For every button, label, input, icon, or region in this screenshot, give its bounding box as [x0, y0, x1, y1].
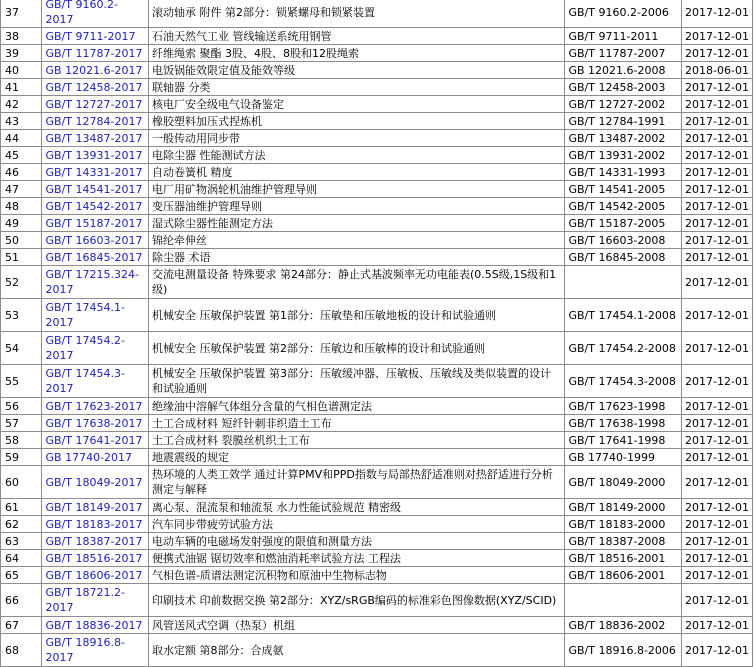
standard-code-cell — [41, 516, 148, 533]
standard-name: 除尘器 术语 — [148, 249, 565, 266]
standard-code-link[interactable]: GB/T 18916.8-2017 — [45, 636, 125, 664]
standard-code-link[interactable]: GB/T 17215.324-2017 — [45, 268, 139, 296]
standard-code-cell — [41, 215, 148, 232]
effective-date: 2017-12-01 — [682, 266, 753, 299]
standard-code-link[interactable]: GB/T 18183-2017 — [45, 517, 143, 531]
standard-code-link[interactable]: GB/T 14541-2017 — [45, 182, 143, 196]
row-number: 57 — [1, 415, 42, 432]
row-number: 47 — [1, 181, 42, 198]
standard-name: 土工合成材料 短纤针刺非织造土工布 — [148, 415, 565, 432]
row-number: 58 — [1, 432, 42, 449]
standard-code-link[interactable]: GB/T 11787-2017 — [45, 46, 143, 60]
row-number: 56 — [1, 398, 42, 415]
table-row — [1, 365, 753, 398]
replaced-standard: GB/T 18183-2000 — [565, 516, 682, 533]
table-row — [1, 232, 753, 249]
standard-name: 一般传动用同步带 — [148, 130, 565, 147]
effective-date: 2017-12-01 — [682, 0, 753, 28]
row-number: 55 — [1, 365, 42, 398]
standard-name: 绝缘油中溶解气体组分含量的气相色谱测定法 — [148, 398, 565, 415]
standard-name: 交流电测量设备 特殊要求 第24部分：静止式基波频率无功电能表(0.5S级,1S级和1级) — [148, 266, 565, 299]
replaced-standard: GB/T 14331-1993 — [565, 164, 682, 181]
replaced-standard: GB/T 18916.8-2006 — [565, 634, 682, 667]
row-number: 44 — [1, 130, 42, 147]
table-row — [1, 499, 753, 516]
standard-code-cell — [41, 147, 148, 164]
effective-date: 2017-12-01 — [682, 499, 753, 516]
standard-name: 印刷技术 印前数据交换 第2部分：XYZ/sRGB编码的标准彩色图像数据(XYZ/SCID) — [148, 584, 565, 617]
effective-date: 2017-12-01 — [682, 164, 753, 181]
standard-code-cell — [41, 164, 148, 181]
row-number: 52 — [1, 266, 42, 299]
replaced-standard: GB/T 16603-2008 — [565, 232, 682, 249]
effective-date: 2017-12-01 — [682, 96, 753, 113]
replaced-standard: GB/T 14542-2005 — [565, 198, 682, 215]
standard-code-link[interactable]: GB/T 14331-2017 — [45, 165, 143, 179]
table-row — [1, 28, 753, 45]
replaced-standard: GB/T 9160.2-2006 — [565, 0, 682, 28]
standard-code-cell — [41, 249, 148, 266]
replaced-standard: GB/T 18149-2000 — [565, 499, 682, 516]
replaced-standard: GB/T 18606-2001 — [565, 567, 682, 584]
standard-code-link[interactable]: GB/T 12727-2017 — [45, 97, 143, 111]
effective-date: 2017-12-01 — [682, 198, 753, 215]
standard-name: 机械安全 压敏保护装置 第2部分：压敏边和压敏棒的设计和试验通则 — [148, 332, 565, 365]
standard-code-link[interactable]: GB/T 16845-2017 — [45, 250, 143, 264]
replaced-standard: GB/T 13487-2002 — [565, 130, 682, 147]
table-row — [1, 466, 753, 499]
table-row — [1, 266, 753, 299]
standard-code-cell — [41, 113, 148, 130]
standard-name: 湿式除尘器性能测定方法 — [148, 215, 565, 232]
standard-code-link[interactable]: GB/T 17623-2017 — [45, 399, 143, 413]
standard-code-cell — [41, 415, 148, 432]
table-row — [1, 147, 753, 164]
replaced-standard — [565, 266, 682, 299]
standard-code-cell — [41, 299, 148, 332]
standard-name: 汽车同步带疲劳试验方法 — [148, 516, 565, 533]
row-number: 61 — [1, 499, 42, 516]
standard-code-cell — [41, 130, 148, 147]
standard-code-cell — [41, 432, 148, 449]
standard-code-link[interactable]: GB 17740-2017 — [45, 450, 133, 464]
replaced-standard: GB/T 11787-2007 — [565, 45, 682, 62]
replaced-standard: GB/T 12727-2002 — [565, 96, 682, 113]
replaced-standard: GB/T 14541-2005 — [565, 181, 682, 198]
standard-code-cell — [41, 617, 148, 634]
effective-date: 2017-12-01 — [682, 567, 753, 584]
replaced-standard: GB/T 12784-1991 — [565, 113, 682, 130]
standards-table-body — [1, 0, 753, 667]
standard-code-link[interactable]: GB/T 13487-2017 — [45, 131, 143, 145]
row-number: 66 — [1, 584, 42, 617]
replaced-standard: GB/T 18516-2001 — [565, 550, 682, 567]
row-number: 48 — [1, 198, 42, 215]
standard-name: 电动车辆的电磁场发射强度的限值和测量方法 — [148, 533, 565, 550]
replaced-standard: GB 17740-1999 — [565, 449, 682, 466]
table-row — [1, 198, 753, 215]
standard-name: 气相色谱-质谱法测定沉积物和原油中生物标志物 — [148, 567, 565, 584]
table-row — [1, 449, 753, 466]
table-row — [1, 164, 753, 181]
standard-code-cell — [41, 198, 148, 215]
standard-code-cell — [41, 0, 148, 28]
effective-date: 2017-12-01 — [682, 332, 753, 365]
table-row — [1, 113, 753, 130]
standard-code-link[interactable]: GB/T 17641-2017 — [45, 433, 143, 447]
effective-date: 2017-12-01 — [682, 584, 753, 617]
standard-code-link[interactable]: GB/T 18721.2-2017 — [45, 586, 125, 614]
standard-code-link[interactable]: GB/T 18516-2017 — [45, 551, 143, 565]
standard-code-cell — [41, 79, 148, 96]
standard-code-cell — [41, 266, 148, 299]
effective-date: 2017-12-01 — [682, 79, 753, 96]
effective-date: 2017-12-01 — [682, 432, 753, 449]
standard-code-cell — [41, 449, 148, 466]
table-row — [1, 398, 753, 415]
standard-code-link[interactable]: GB/T 17454.1-2017 — [45, 301, 125, 329]
row-number: 45 — [1, 147, 42, 164]
standard-code-link[interactable]: GB 12021.6-2017 — [45, 63, 143, 77]
standard-code-cell — [41, 181, 148, 198]
replaced-standard: GB/T 18836-2002 — [565, 617, 682, 634]
effective-date: 2017-12-01 — [682, 466, 753, 499]
table-row — [1, 415, 753, 432]
table-row — [1, 215, 753, 232]
replaced-standard: GB/T 15187-2005 — [565, 215, 682, 232]
effective-date: 2017-12-01 — [682, 181, 753, 198]
standard-code-link[interactable]: GB/T 15187-2017 — [45, 216, 143, 230]
table-row — [1, 96, 753, 113]
row-number: 67 — [1, 617, 42, 634]
effective-date: 2017-12-01 — [682, 617, 753, 634]
row-number: 68 — [1, 634, 42, 667]
effective-date: 2017-12-01 — [682, 415, 753, 432]
standard-code-link[interactable]: GB/T 18606-2017 — [45, 568, 143, 582]
standard-code-link[interactable]: GB/T 17454.3-2017 — [45, 367, 125, 395]
effective-date: 2017-12-01 — [682, 113, 753, 130]
replaced-standard: GB/T 16845-2008 — [565, 249, 682, 266]
table-row — [1, 62, 753, 79]
row-number: 50 — [1, 232, 42, 249]
standard-name: 滚动轴承 附件 第2部分：锁紧螺母和锁紧装置 — [148, 0, 565, 28]
standard-name: 机械安全 压敏保护装置 第3部分：压敏缓冲器、压敏板、压敏线及类似装置的设计和试验通则 — [148, 365, 565, 398]
row-number: 60 — [1, 466, 42, 499]
table-row — [1, 181, 753, 198]
effective-date: 2017-12-01 — [682, 215, 753, 232]
row-number: 37 — [1, 0, 42, 28]
standard-code-cell — [41, 533, 148, 550]
standard-code-cell — [41, 584, 148, 617]
table-row — [1, 45, 753, 62]
standard-name: 联轴器 分类 — [148, 79, 565, 96]
effective-date: 2017-12-01 — [682, 365, 753, 398]
standard-code-cell — [41, 634, 148, 667]
effective-date: 2017-12-01 — [682, 398, 753, 415]
row-number: 43 — [1, 113, 42, 130]
standard-name: 自动卷簧机 精度 — [148, 164, 565, 181]
replaced-standard: GB/T 13931-2002 — [565, 147, 682, 164]
table-row — [1, 0, 753, 28]
standard-code-cell — [41, 45, 148, 62]
replaced-standard: GB/T 17623-1998 — [565, 398, 682, 415]
standard-name: 电除尘器 性能测试方法 — [148, 147, 565, 164]
standard-code-link[interactable]: GB/T 12784-2017 — [45, 114, 143, 128]
effective-date: 2017-12-01 — [682, 147, 753, 164]
row-number: 46 — [1, 164, 42, 181]
standard-code-cell — [41, 499, 148, 516]
table-row — [1, 516, 753, 533]
replaced-standard: GB/T 17641-1998 — [565, 432, 682, 449]
standard-code-cell — [41, 96, 148, 113]
standard-name: 取水定额 第8部分：合成氨 — [148, 634, 565, 667]
row-number: 42 — [1, 96, 42, 113]
standard-name: 热环境的人类工效学 通过计算PMV和PPD指数与局部热舒适准则对热舒适进行分析测定与解释 — [148, 466, 565, 499]
row-number: 62 — [1, 516, 42, 533]
standard-code-cell — [41, 398, 148, 415]
standard-code-link[interactable]: GB/T 18836-2017 — [45, 618, 143, 632]
effective-date: 2017-12-01 — [682, 232, 753, 249]
table-row — [1, 299, 753, 332]
standard-name: 纤维绳索 聚酯 3股、4股、8股和12股绳索 — [148, 45, 565, 62]
table-row — [1, 79, 753, 96]
standard-name: 风管送风式空调（热泵）机组 — [148, 617, 565, 634]
standard-code-cell — [41, 62, 148, 79]
standard-name: 橡胶塑料加压式捏炼机 — [148, 113, 565, 130]
standard-code-link[interactable]: GB/T 17454.2-2017 — [45, 334, 125, 362]
table-row — [1, 584, 753, 617]
row-number: 53 — [1, 299, 42, 332]
effective-date: 2017-12-01 — [682, 299, 753, 332]
replaced-standard: GB/T 17454.3-2008 — [565, 365, 682, 398]
standard-code-link[interactable]: GB/T 9711-2017 — [45, 29, 136, 43]
standard-code-cell — [41, 466, 148, 499]
table-row — [1, 130, 753, 147]
replaced-standard: GB/T 18049-2000 — [565, 466, 682, 499]
effective-date: 2017-12-01 — [682, 28, 753, 45]
table-row — [1, 432, 753, 449]
row-number: 54 — [1, 332, 42, 365]
effective-date: 2018-06-01 — [682, 62, 753, 79]
table-row — [1, 617, 753, 634]
standard-code-cell — [41, 550, 148, 567]
standard-name: 锦纶牵伸丝 — [148, 232, 565, 249]
row-number: 49 — [1, 215, 42, 232]
effective-date: 2017-12-01 — [682, 550, 753, 567]
row-number: 40 — [1, 62, 42, 79]
table-row — [1, 332, 753, 365]
effective-date: 2017-12-01 — [682, 634, 753, 667]
standard-code-link[interactable]: GB/T 9160.2-2017 — [45, 0, 118, 26]
row-number: 59 — [1, 449, 42, 466]
standard-code-cell — [41, 28, 148, 45]
standard-code-cell — [41, 232, 148, 249]
standard-code-cell — [41, 365, 148, 398]
replaced-standard: GB/T 18387-2008 — [565, 533, 682, 550]
effective-date: 2017-12-01 — [682, 516, 753, 533]
effective-date: 2017-12-01 — [682, 45, 753, 62]
replaced-standard — [565, 584, 682, 617]
table-row — [1, 550, 753, 567]
table-row — [1, 634, 753, 667]
standard-name: 变压器油维护管理导则 — [148, 198, 565, 215]
standard-code-link[interactable]: GB/T 18149-2017 — [45, 500, 143, 514]
row-number: 65 — [1, 567, 42, 584]
replaced-standard: GB/T 17454.1-2008 — [565, 299, 682, 332]
standard-name: 地震震级的规定 — [148, 449, 565, 466]
effective-date: 2017-12-01 — [682, 449, 753, 466]
standard-code-link[interactable]: GB/T 18387-2017 — [45, 534, 143, 548]
standard-name: 电厂用矿物涡轮机油维护管理导则 — [148, 181, 565, 198]
standard-code-link[interactable]: GB/T 17638-2017 — [45, 416, 143, 430]
standard-code-link[interactable]: GB/T 13931-2017 — [45, 148, 143, 162]
replaced-standard: GB 12021.6-2008 — [565, 62, 682, 79]
standard-code-link[interactable]: GB/T 12458-2017 — [45, 80, 143, 94]
replaced-standard: GB/T 17454.2-2008 — [565, 332, 682, 365]
standard-name: 电饭锅能效限定值及能效等级 — [148, 62, 565, 79]
row-number: 41 — [1, 79, 42, 96]
standard-name: 离心泵、混流泵和轴流泵 水力性能试验规范 精密级 — [148, 499, 565, 516]
standard-name: 石油天然气工业 管线输送系统用钢管 — [148, 28, 565, 45]
table-row — [1, 567, 753, 584]
effective-date: 2017-12-01 — [682, 533, 753, 550]
standard-name: 便携式油锯 锯切效率和燃油消耗率试验方法 工程法 — [148, 550, 565, 567]
standard-name: 机械安全 压敏保护装置 第1部分：压敏垫和压敏地板的设计和试验通则 — [148, 299, 565, 332]
standard-name: 核电厂安全级电气设备鉴定 — [148, 96, 565, 113]
standard-code-cell — [41, 567, 148, 584]
standard-name: 土工合成材料 裂膜丝机织土工布 — [148, 432, 565, 449]
replaced-standard: GB/T 17638-1998 — [565, 415, 682, 432]
replaced-standard: GB/T 12458-2003 — [565, 79, 682, 96]
standard-code-cell — [41, 332, 148, 365]
row-number: 51 — [1, 249, 42, 266]
effective-date: 2017-12-01 — [682, 249, 753, 266]
replaced-standard: GB/T 9711-2011 — [565, 28, 682, 45]
standard-code-link[interactable]: GB/T 18049-2017 — [45, 475, 143, 489]
row-number: 64 — [1, 550, 42, 567]
table-row — [1, 533, 753, 550]
table-row — [1, 249, 753, 266]
effective-date: 2017-12-01 — [682, 130, 753, 147]
standard-code-link[interactable]: GB/T 16603-2017 — [45, 233, 143, 247]
standard-code-link[interactable]: GB/T 14542-2017 — [45, 199, 143, 213]
row-number: 38 — [1, 28, 42, 45]
row-number: 39 — [1, 45, 42, 62]
row-number: 63 — [1, 533, 42, 550]
